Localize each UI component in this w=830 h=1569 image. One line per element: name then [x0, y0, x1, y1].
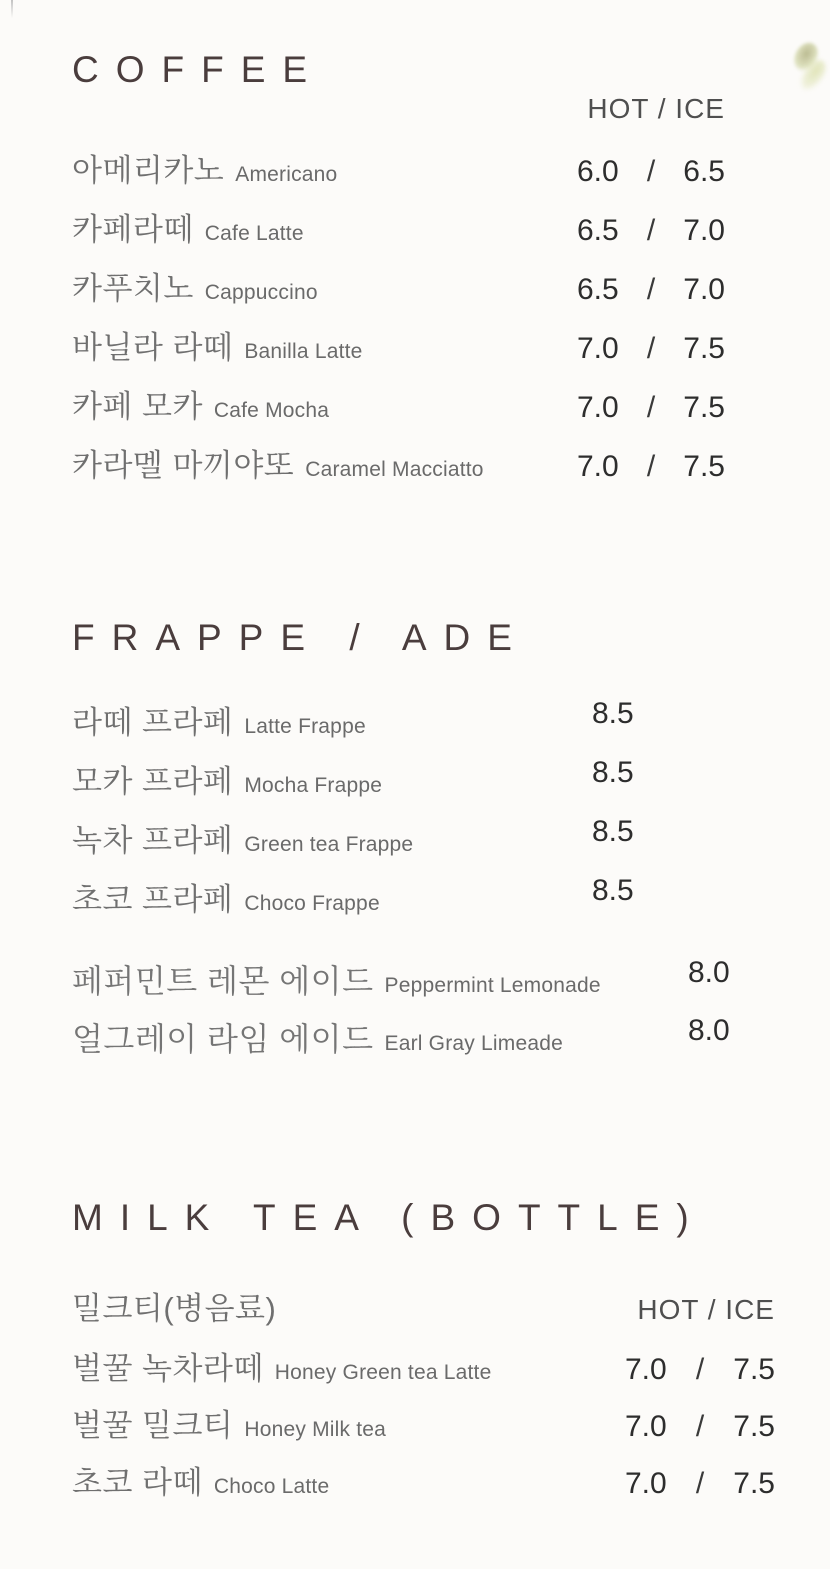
menu-item-row	[72, 440, 830, 482]
item-name	[72, 697, 366, 742]
menu-rows	[72, 1343, 830, 1499]
item-price	[577, 155, 725, 189]
item-price: 8.5	[592, 756, 634, 789]
item-name	[72, 145, 337, 190]
item-name-kr: 카라멜 마끼야또	[72, 448, 295, 483]
item-name-kr: 카푸치노	[72, 271, 194, 306]
item-name-en: Green tea Frappe	[244, 833, 414, 856]
subtitle-row	[72, 1283, 830, 1326]
item-name-en: Choco Frappe	[244, 892, 380, 915]
item-name-en: Caramel Macciatto	[305, 458, 484, 481]
price-column-header: HOT / ICE	[637, 1294, 775, 1325]
item-price-ice: 7.5	[683, 450, 725, 483]
item-price-hot: 6.5	[577, 273, 619, 306]
item-name	[72, 815, 413, 860]
menu-item-row	[72, 263, 830, 305]
menu-item-row	[72, 874, 830, 916]
menu-item-row	[72, 204, 830, 246]
item-name-en: Latte Frappe	[244, 715, 366, 738]
item-price: 8.5	[592, 697, 634, 730]
item-name	[72, 204, 304, 249]
item-price-ice: 7.5	[683, 332, 725, 365]
item-price-ice: 7.0	[683, 273, 725, 306]
item-name	[72, 1457, 329, 1502]
menu-item-row	[72, 815, 830, 857]
menu-item-row	[72, 956, 830, 998]
price-slash: /	[646, 214, 656, 247]
item-price-hot: 7.0	[625, 1410, 667, 1443]
item-name-kr: 녹차 프라페	[72, 823, 234, 858]
item-price-ice: 7.5	[683, 391, 725, 424]
item-name-kr: 아메리카노	[72, 153, 225, 188]
item-name	[72, 440, 484, 485]
item-price: 8.0	[688, 1014, 730, 1047]
item-name-en: Mocha Frappe	[244, 774, 383, 797]
price-slash: /	[695, 1353, 705, 1386]
price-slash: /	[646, 273, 656, 306]
item-name-en: Cappuccino	[204, 281, 318, 304]
item-name-en: Peppermint Lemonade	[384, 974, 601, 997]
item-name-kr: 초코 라떼	[72, 1465, 203, 1500]
item-price	[577, 450, 725, 484]
item-name	[72, 1343, 491, 1388]
menu-item-row	[72, 145, 830, 187]
item-price-ice: 6.5	[683, 155, 725, 188]
item-name	[72, 956, 601, 1002]
price-slash: /	[695, 1410, 705, 1443]
price-slash: /	[695, 1467, 705, 1500]
section-subtitle-kr: 밀크티(병음료)	[72, 1291, 277, 1326]
price-slash: /	[646, 450, 656, 483]
menu-item-row	[72, 381, 830, 423]
item-name-kr: 페퍼민트 레몬 에이드	[72, 963, 374, 999]
menu-item-row	[72, 1343, 830, 1385]
item-name-en: Cafe Latte	[204, 222, 304, 245]
item-name	[72, 874, 380, 919]
item-name	[72, 1400, 386, 1445]
item-name-kr: 초코 프라페	[72, 882, 234, 917]
item-price	[625, 1353, 775, 1387]
item-price: 8.5	[592, 874, 634, 907]
price-slash: /	[646, 332, 656, 365]
section-title: MILK TEA (BOTTLE)	[72, 1197, 706, 1238]
section-coffee	[72, 48, 830, 482]
section-frappe-ade	[72, 612, 830, 1056]
item-name-kr: 카페 모카	[72, 389, 203, 424]
item-price-ice: 7.5	[733, 1410, 775, 1443]
item-price	[625, 1410, 775, 1444]
item-price-ice: 7.0	[683, 214, 725, 247]
item-name-en: Banilla Latte	[244, 340, 363, 363]
item-price: 8.0	[688, 956, 730, 989]
item-price-ice: 7.5	[733, 1353, 775, 1386]
photo-edge-line	[11, 0, 13, 18]
item-name-en: Earl Gray Limeade	[384, 1032, 563, 1055]
item-price-hot: 7.0	[577, 391, 619, 424]
menu-rows	[72, 697, 830, 916]
item-name-kr: 카페라떼	[72, 212, 194, 247]
item-name-en: Honey Green tea Latte	[274, 1361, 492, 1384]
item-name	[72, 263, 318, 308]
item-name-kr: 벌꿀 녹차라떼	[72, 1351, 264, 1386]
item-name-en: Honey Milk tea	[244, 1418, 387, 1441]
section-title: COFFEE	[72, 49, 325, 90]
item-price	[577, 332, 725, 366]
item-name-kr: 얼그레이 라임 에이드	[72, 1021, 374, 1057]
menu-rows	[72, 145, 830, 482]
section-title: FRAPPE / ADE	[72, 617, 529, 658]
menu-item-row	[72, 1457, 830, 1499]
item-price	[625, 1467, 775, 1501]
menu-rows-ade	[72, 956, 830, 1056]
price-header-row	[72, 93, 830, 125]
item-name-en: Choco Latte	[213, 1475, 330, 1498]
menu-item-row	[72, 697, 830, 739]
item-name-kr: 라떼 프라페	[72, 705, 234, 740]
item-name-kr: 모카 프라페	[72, 764, 234, 799]
price-column-header: HOT / ICE	[587, 93, 725, 124]
item-name	[72, 756, 382, 801]
item-price-hot: 6.5	[577, 214, 619, 247]
item-price	[577, 273, 725, 307]
item-name-en: Americano	[235, 163, 338, 186]
item-name	[72, 381, 329, 426]
item-name	[72, 322, 363, 367]
menu-item-row	[72, 756, 830, 798]
item-price	[577, 391, 725, 425]
menu-item-row	[72, 322, 830, 364]
price-slash: /	[646, 391, 656, 424]
item-name	[72, 1014, 563, 1060]
item-price-hot: 7.0	[577, 332, 619, 365]
price-slash: /	[646, 155, 656, 188]
item-price	[577, 214, 725, 248]
item-name-en: Cafe Mocha	[213, 399, 330, 422]
item-price: 8.5	[592, 815, 634, 848]
item-price-hot: 7.0	[625, 1353, 667, 1386]
menu-item-row	[72, 1400, 830, 1442]
item-price-hot: 7.0	[625, 1467, 667, 1500]
item-price-hot: 7.0	[577, 450, 619, 483]
item-name-kr: 벌꿀 밀크티	[72, 1408, 234, 1443]
item-price-ice: 7.5	[733, 1467, 775, 1500]
item-name-kr: 바닐라 라떼	[72, 330, 234, 365]
menu-item-row	[72, 1014, 830, 1056]
item-price-hot: 6.0	[577, 155, 619, 188]
section-milk-tea	[72, 1192, 830, 1499]
